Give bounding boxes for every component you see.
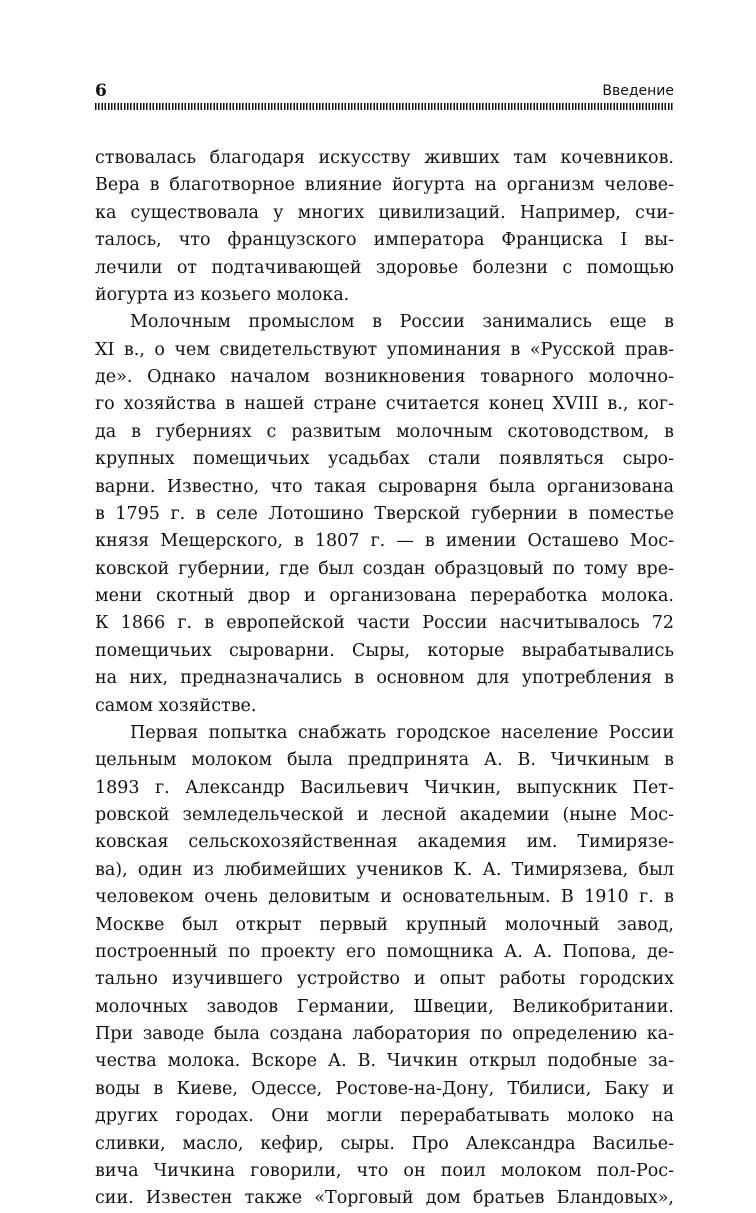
text-line: лечили от подтачивающей здоровье болезни с помощью	[95, 257, 674, 278]
text-line: цельным молоком была предпринята А. В. Чичкиным в	[95, 750, 674, 771]
text-line: XI в., о чем свидетельствуют упоминания в «Русской прав-	[95, 339, 674, 360]
text-line: При заводе была создана лаборатория по определению ка-	[95, 1024, 674, 1044]
text-line: крупных помещичьих усадьбах стали появляться сыро-	[95, 449, 674, 470]
text-line: чества молока. Вскоре А. В. Чичкин открыл подобные за-	[95, 1051, 674, 1072]
paragraph-end-line: самом хозяйстве.	[95, 695, 257, 716]
text-line: других городах. Они могли перерабатывать молоко на	[95, 1106, 674, 1127]
text-line: построенный по проекту его помощника А. А. Попова, де-	[95, 941, 674, 962]
text-line: талось, что французского императора Франциска I вы-	[95, 230, 674, 251]
paragraph-end-line: йогурта из козьего молока.	[95, 284, 350, 305]
paragraph-start-line: Первая попытка снабжать городское население России	[130, 722, 674, 743]
text-line: 1893 г. Александр Васильевич Чичкин, выпускник Пет-	[95, 777, 674, 798]
text-line: ствовалась благодаря искусству живших там кочевников.	[95, 148, 674, 168]
running-head	[95, 80, 674, 102]
text-line: Москве был открыт первый крупный молочный завод,	[95, 914, 674, 935]
text-line: ка существовала у многих цивилизаций. Например, счи-	[95, 202, 674, 223]
section-title: Введение	[602, 83, 674, 99]
text-line: К 1866 г. в европейской части России насчитывалось 72	[95, 613, 674, 634]
page-number: 6	[95, 81, 107, 101]
text-line: человеком очень деловитым и основательным. В 1910 г. в	[95, 887, 674, 908]
text-line: помещичьих сыроварни. Сыры, которые вырабатывались	[95, 640, 674, 661]
text-line: на них, предназначались в основном для употребления в	[95, 668, 674, 689]
text-line: ва), один из любимейших учеников К. А. Тимирязева, был	[95, 859, 674, 880]
paragraph-start-line: Молочным промыслом в России занимались еще в	[130, 312, 674, 333]
text-line: Вера в благотворное влияние йогурта на организм челове-	[95, 175, 674, 196]
header-rule	[95, 103, 674, 110]
text-line: де». Однако началом возникновения товарного молочно-	[95, 367, 674, 387]
text-line: сливки, масло, кефир, сыры. Про Александра Василье-	[95, 1133, 674, 1154]
text-line: сии. Известен также «Торговый дом братьев Бландовых»,	[95, 1188, 674, 1209]
text-line: князя Мещерского, в 1807 г. — в имении Осташево Мос-	[95, 531, 674, 552]
text-line: го хозяйства в нашей стране считается конец XVIII в., ког-	[95, 394, 674, 415]
text-line: воды в Киеве, Одессе, Ростове-на-Дону, Тбилиси, Баку и	[95, 1078, 674, 1099]
body-text	[95, 145, 674, 1213]
text-line: в 1795 г. в селе Лотошино Тверской губернии в поместье	[95, 503, 674, 524]
text-line: вича Чичкина говорили, что он поил молоком пол-Рос-	[95, 1160, 674, 1181]
text-line: да в губерниях с развитым молочным скотоводством, в	[95, 421, 674, 442]
text-line: ровской земледельческой и лесной академии (ныне Мос-	[95, 805, 674, 825]
text-line: мени скотный двор и организована переработка молока.	[95, 586, 674, 606]
text-line: ковская сельскохозяйственная академия им. Тимирязе-	[95, 832, 674, 853]
text-line: варни. Известно, что такая сыроварня была организована	[95, 476, 674, 497]
text-line: ковской губернии, где был создан образцовый по тому вре-	[95, 558, 674, 579]
text-line: молочных заводов Германии, Швеции, Великобритании.	[95, 996, 674, 1017]
text-line: тально изучившего устройство и опыт работы городских	[95, 969, 674, 990]
